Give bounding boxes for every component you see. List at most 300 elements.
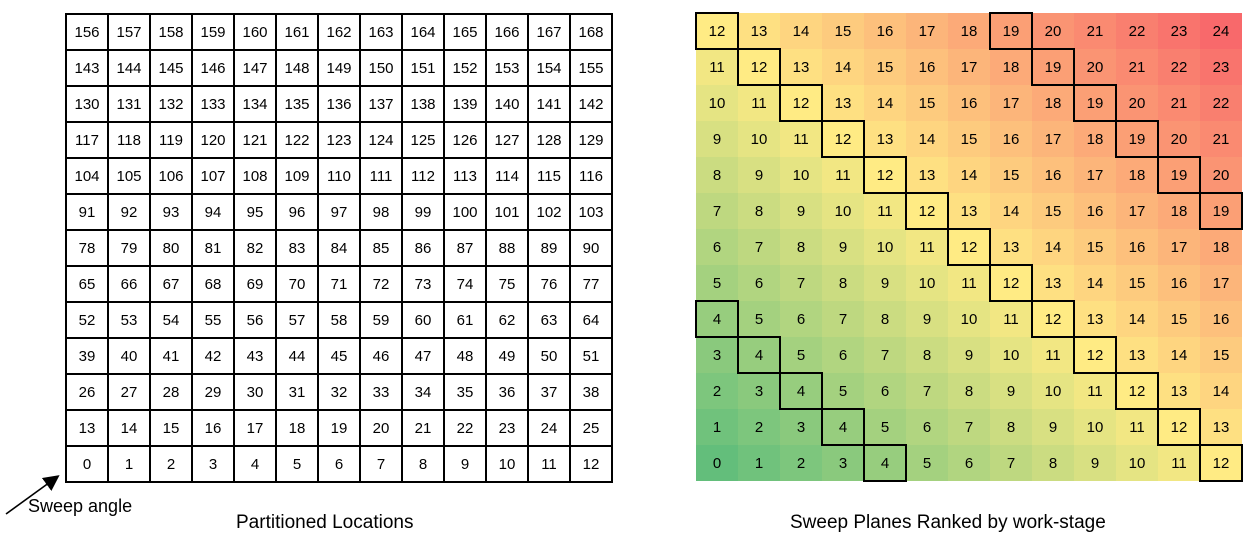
sweep-plane-cell: 15 xyxy=(1032,193,1074,229)
sweep-plane-cell: 6 xyxy=(738,265,780,301)
location-cell: 75 xyxy=(487,267,529,303)
location-cell: 58 xyxy=(319,303,361,339)
sweep-plane-cell: 14 xyxy=(780,13,822,49)
location-cell: 19 xyxy=(319,411,361,447)
sweep-plane-cell: 8 xyxy=(948,373,990,409)
location-cell: 81 xyxy=(193,231,235,267)
sweep-plane-cell: 10 xyxy=(948,301,990,337)
sweep-plane-cell: 5 xyxy=(906,445,948,481)
sweep-plane-cell: 15 xyxy=(1200,337,1242,373)
location-cell: 82 xyxy=(235,231,277,267)
sweep-plane-cell: 12 xyxy=(1116,373,1158,409)
location-cell: 47 xyxy=(403,339,445,375)
sweep-plane-cell: 2 xyxy=(696,373,738,409)
sweep-plane-cell: 16 xyxy=(990,121,1032,157)
sweep-plane-cell: 20 xyxy=(1158,121,1200,157)
location-cell: 5 xyxy=(277,447,319,483)
location-cell: 154 xyxy=(529,51,571,87)
location-cell: 141 xyxy=(529,87,571,123)
left-panel-caption: Partitioned Locations xyxy=(236,512,414,533)
location-cell: 57 xyxy=(277,303,319,339)
sweep-plane-cell: 6 xyxy=(906,409,948,445)
sweep-plane-cell: 14 xyxy=(948,157,990,193)
location-cell: 108 xyxy=(235,159,277,195)
location-cell: 142 xyxy=(571,87,613,123)
location-cell: 105 xyxy=(109,159,151,195)
sweep-plane-cell: 20 xyxy=(1116,85,1158,121)
sweep-plane-cell: 21 xyxy=(1158,85,1200,121)
sweep-plane-cell: 7 xyxy=(906,373,948,409)
sweep-plane-cell: 14 xyxy=(1158,337,1200,373)
location-cell: 147 xyxy=(235,51,277,87)
location-cell: 53 xyxy=(109,303,151,339)
sweep-plane-cell: 3 xyxy=(822,445,864,481)
location-cell: 125 xyxy=(403,123,445,159)
sweep-plane-cell: 8 xyxy=(738,193,780,229)
location-cell: 62 xyxy=(487,303,529,339)
sweep-plane-cell: 13 xyxy=(822,85,864,121)
location-cell: 161 xyxy=(277,15,319,51)
location-cell: 20 xyxy=(361,411,403,447)
location-cell: 73 xyxy=(403,267,445,303)
sweep-plane-cell: 12 xyxy=(696,13,738,49)
sweep-plane-cell: 1 xyxy=(696,409,738,445)
location-cell: 85 xyxy=(361,231,403,267)
sweep-plane-cell: 12 xyxy=(780,85,822,121)
sweep-plane-cell: 14 xyxy=(990,193,1032,229)
sweep-plane-cell: 13 xyxy=(864,121,906,157)
sweep-plane-cell: 20 xyxy=(1032,13,1074,49)
sweep-plane-cell: 18 xyxy=(990,49,1032,85)
location-cell: 13 xyxy=(67,411,109,447)
sweep-plane-cell: 13 xyxy=(1116,337,1158,373)
sweep-plane-cell: 17 xyxy=(948,49,990,85)
location-cell: 150 xyxy=(361,51,403,87)
location-cell: 44 xyxy=(277,339,319,375)
sweep-plane-cell: 15 xyxy=(990,157,1032,193)
sweep-plane-cell: 18 xyxy=(1116,157,1158,193)
location-cell: 42 xyxy=(193,339,235,375)
location-cell: 153 xyxy=(487,51,529,87)
right-panel-caption: Sweep Planes Ranked by work-stage xyxy=(790,512,1106,533)
sweep-plane-cell: 20 xyxy=(1074,49,1116,85)
sweep-plane-cell: 16 xyxy=(906,49,948,85)
location-cell: 135 xyxy=(277,87,319,123)
sweep-plane-cell: 7 xyxy=(864,337,906,373)
sweep-planes-grid xyxy=(696,13,1242,481)
location-cell: 84 xyxy=(319,231,361,267)
location-cell: 136 xyxy=(319,87,361,123)
sweep-plane-cell: 19 xyxy=(1074,85,1116,121)
location-cell: 134 xyxy=(235,87,277,123)
location-cell: 115 xyxy=(529,159,571,195)
location-cell: 34 xyxy=(403,375,445,411)
sweep-plane-cell: 12 xyxy=(948,229,990,265)
location-cell: 30 xyxy=(235,375,277,411)
location-cell: 116 xyxy=(571,159,613,195)
sweep-plane-cell: 20 xyxy=(1200,157,1242,193)
sweep-plane-cell: 15 xyxy=(1074,229,1116,265)
sweep-plane-cell: 12 xyxy=(864,157,906,193)
location-cell: 6 xyxy=(319,447,361,483)
sweep-plane-cell: 10 xyxy=(1032,373,1074,409)
sweep-plane-cell: 9 xyxy=(738,157,780,193)
location-cell: 33 xyxy=(361,375,403,411)
location-cell: 27 xyxy=(109,375,151,411)
sweep-plane-cell: 13 xyxy=(906,157,948,193)
sweep-plane-cell: 12 xyxy=(1200,445,1242,481)
location-cell: 97 xyxy=(319,195,361,231)
sweep-plane-cell: 10 xyxy=(1074,409,1116,445)
sweep-plane-cell: 7 xyxy=(948,409,990,445)
sweep-plane-cell: 22 xyxy=(1200,85,1242,121)
location-cell: 121 xyxy=(235,123,277,159)
sweep-plane-cell: 11 xyxy=(948,265,990,301)
sweep-plane-cell: 5 xyxy=(780,337,822,373)
sweep-plane-cell: 11 xyxy=(1158,445,1200,481)
location-cell: 72 xyxy=(361,267,403,303)
location-cell: 26 xyxy=(67,375,109,411)
location-cell: 158 xyxy=(151,15,193,51)
sweep-plane-cell: 4 xyxy=(780,373,822,409)
location-cell: 18 xyxy=(277,411,319,447)
location-cell: 0 xyxy=(67,447,109,483)
sweep-plane-cell: 3 xyxy=(696,337,738,373)
sweep-plane-cell: 9 xyxy=(990,373,1032,409)
sweep-plane-cell: 13 xyxy=(780,49,822,85)
location-cell: 69 xyxy=(235,267,277,303)
location-cell: 8 xyxy=(403,447,445,483)
location-cell: 4 xyxy=(235,447,277,483)
location-cell: 89 xyxy=(529,231,571,267)
location-cell: 119 xyxy=(151,123,193,159)
sweep-plane-cell: 21 xyxy=(1116,49,1158,85)
location-cell: 87 xyxy=(445,231,487,267)
location-cell: 100 xyxy=(445,195,487,231)
sweep-plane-cell: 19 xyxy=(1032,49,1074,85)
location-cell: 164 xyxy=(403,15,445,51)
location-cell: 126 xyxy=(445,123,487,159)
location-cell: 90 xyxy=(571,231,613,267)
location-cell: 122 xyxy=(277,123,319,159)
sweep-plane-cell: 8 xyxy=(822,265,864,301)
sweep-plane-cell: 10 xyxy=(696,85,738,121)
sweep-plane-cell: 18 xyxy=(1200,229,1242,265)
sweep-plane-cell: 16 xyxy=(864,13,906,49)
sweep-plane-cell: 14 xyxy=(822,49,864,85)
location-cell: 101 xyxy=(487,195,529,231)
sweep-plane-cell: 17 xyxy=(1074,157,1116,193)
sweep-plane-cell: 4 xyxy=(738,337,780,373)
sweep-plane-cell: 14 xyxy=(1200,373,1242,409)
location-cell: 71 xyxy=(319,267,361,303)
sweep-plane-cell: 10 xyxy=(1116,445,1158,481)
sweep-plane-cell: 12 xyxy=(990,265,1032,301)
sweep-plane-cell: 24 xyxy=(1200,13,1242,49)
location-cell: 24 xyxy=(529,411,571,447)
sweep-plane-cell: 2 xyxy=(738,409,780,445)
location-cell: 148 xyxy=(277,51,319,87)
location-cell: 29 xyxy=(193,375,235,411)
sweep-plane-cell: 13 xyxy=(1074,301,1116,337)
sweep-plane-cell: 7 xyxy=(780,265,822,301)
sweep-plane-cell: 10 xyxy=(906,265,948,301)
sweep-plane-cell: 10 xyxy=(780,157,822,193)
sweep-plane-cell: 11 xyxy=(906,229,948,265)
sweep-plane-cell: 3 xyxy=(780,409,822,445)
location-cell: 74 xyxy=(445,267,487,303)
location-cell: 66 xyxy=(109,267,151,303)
sweep-plane-cell: 12 xyxy=(1074,337,1116,373)
sweep-plane-cell: 6 xyxy=(948,445,990,481)
location-cell: 123 xyxy=(319,123,361,159)
sweep-plane-cell: 12 xyxy=(906,193,948,229)
sweep-plane-cell: 16 xyxy=(1074,193,1116,229)
sweep-plane-cell: 12 xyxy=(1158,409,1200,445)
sweep-plane-cell: 6 xyxy=(822,337,864,373)
location-cell: 59 xyxy=(361,303,403,339)
location-cell: 12 xyxy=(571,447,613,483)
sweep-plane-cell: 19 xyxy=(1200,193,1242,229)
location-cell: 68 xyxy=(193,267,235,303)
location-cell: 124 xyxy=(361,123,403,159)
location-cell: 28 xyxy=(151,375,193,411)
location-cell: 129 xyxy=(571,123,613,159)
location-cell: 83 xyxy=(277,231,319,267)
location-cell: 143 xyxy=(67,51,109,87)
sweep-plane-cell: 19 xyxy=(1158,157,1200,193)
partitioned-locations-grid xyxy=(65,13,613,483)
location-cell: 21 xyxy=(403,411,445,447)
location-cell: 103 xyxy=(571,195,613,231)
location-cell: 146 xyxy=(193,51,235,87)
sweep-plane-cell: 23 xyxy=(1158,13,1200,49)
location-cell: 144 xyxy=(109,51,151,87)
location-cell: 36 xyxy=(487,375,529,411)
sweep-plane-cell: 10 xyxy=(738,121,780,157)
location-cell: 159 xyxy=(193,15,235,51)
sweep-plane-cell: 9 xyxy=(1032,409,1074,445)
sweep-plane-cell: 8 xyxy=(990,409,1032,445)
sweep-plane-cell: 7 xyxy=(990,445,1032,481)
sweep-plane-cell: 4 xyxy=(864,445,906,481)
location-cell: 167 xyxy=(529,15,571,51)
location-cell: 128 xyxy=(529,123,571,159)
location-cell: 65 xyxy=(67,267,109,303)
sweep-plane-cell: 9 xyxy=(822,229,864,265)
location-cell: 61 xyxy=(445,303,487,339)
location-cell: 64 xyxy=(571,303,613,339)
location-cell: 132 xyxy=(151,87,193,123)
sweep-plane-cell: 10 xyxy=(864,229,906,265)
location-cell: 3 xyxy=(193,447,235,483)
location-cell: 91 xyxy=(67,195,109,231)
sweep-plane-cell: 9 xyxy=(948,337,990,373)
location-cell: 11 xyxy=(529,447,571,483)
location-cell: 79 xyxy=(109,231,151,267)
sweep-plane-cell: 9 xyxy=(906,301,948,337)
location-cell: 40 xyxy=(109,339,151,375)
location-cell: 25 xyxy=(571,411,613,447)
location-cell: 80 xyxy=(151,231,193,267)
location-cell: 41 xyxy=(151,339,193,375)
location-cell: 35 xyxy=(445,375,487,411)
location-cell: 43 xyxy=(235,339,277,375)
sweep-plane-cell: 16 xyxy=(948,85,990,121)
location-cell: 102 xyxy=(529,195,571,231)
sweep-plane-cell: 4 xyxy=(696,301,738,337)
location-cell: 10 xyxy=(487,447,529,483)
location-cell: 168 xyxy=(571,15,613,51)
sweep-plane-cell: 10 xyxy=(990,337,1032,373)
location-cell: 77 xyxy=(571,267,613,303)
sweep-plane-cell: 15 xyxy=(864,49,906,85)
sweep-plane-cell: 15 xyxy=(822,13,864,49)
sweep-plane-cell: 16 xyxy=(1200,301,1242,337)
sweep-plane-cell: 17 xyxy=(1032,121,1074,157)
location-cell: 78 xyxy=(67,231,109,267)
sweep-plane-cell: 4 xyxy=(822,409,864,445)
location-cell: 133 xyxy=(193,87,235,123)
sweep-plane-cell: 5 xyxy=(696,265,738,301)
location-cell: 156 xyxy=(67,15,109,51)
sweep-plane-cell: 9 xyxy=(696,121,738,157)
location-cell: 120 xyxy=(193,123,235,159)
sweep-plane-cell: 15 xyxy=(948,121,990,157)
sweep-plane-cell: 15 xyxy=(1116,265,1158,301)
location-cell: 152 xyxy=(445,51,487,87)
location-cell: 14 xyxy=(109,411,151,447)
sweep-plane-cell: 7 xyxy=(738,229,780,265)
sweep-plane-cell: 6 xyxy=(696,229,738,265)
location-cell: 93 xyxy=(151,195,193,231)
sweep-plane-cell: 5 xyxy=(738,301,780,337)
location-cell: 104 xyxy=(67,159,109,195)
location-cell: 16 xyxy=(193,411,235,447)
sweep-plane-cell: 8 xyxy=(864,301,906,337)
location-cell: 166 xyxy=(487,15,529,51)
sweep-plane-cell: 15 xyxy=(1158,301,1200,337)
location-cell: 49 xyxy=(487,339,529,375)
location-cell: 60 xyxy=(403,303,445,339)
location-cell: 7 xyxy=(361,447,403,483)
sweep-plane-cell: 8 xyxy=(696,157,738,193)
sweep-plane-cell: 16 xyxy=(1158,265,1200,301)
location-cell: 32 xyxy=(319,375,361,411)
location-cell: 160 xyxy=(235,15,277,51)
sweep-plane-cell: 22 xyxy=(1158,49,1200,85)
sweep-plane-cell: 11 xyxy=(780,121,822,157)
sweep-plane-cell: 11 xyxy=(696,49,738,85)
sweep-plane-cell: 11 xyxy=(822,157,864,193)
location-cell: 110 xyxy=(319,159,361,195)
sweep-plane-cell: 5 xyxy=(822,373,864,409)
location-cell: 9 xyxy=(445,447,487,483)
location-cell: 163 xyxy=(361,15,403,51)
location-cell: 114 xyxy=(487,159,529,195)
location-cell: 48 xyxy=(445,339,487,375)
location-cell: 56 xyxy=(235,303,277,339)
sweep-plane-cell: 12 xyxy=(822,121,864,157)
sweep-plane-cell: 9 xyxy=(864,265,906,301)
sweep-plane-cell: 7 xyxy=(822,301,864,337)
location-cell: 112 xyxy=(403,159,445,195)
location-cell: 54 xyxy=(151,303,193,339)
sweep-plane-cell: 15 xyxy=(906,85,948,121)
sweep-plane-cell: 19 xyxy=(1116,121,1158,157)
location-cell: 165 xyxy=(445,15,487,51)
sweep-plane-cell: 10 xyxy=(822,193,864,229)
location-cell: 130 xyxy=(67,87,109,123)
sweep-plane-cell: 14 xyxy=(864,85,906,121)
sweep-plane-cell: 18 xyxy=(1158,193,1200,229)
sweep-plane-cell: 2 xyxy=(780,445,822,481)
sweep-plane-cell: 11 xyxy=(738,85,780,121)
location-cell: 70 xyxy=(277,267,319,303)
sweep-plane-cell: 6 xyxy=(780,301,822,337)
location-cell: 109 xyxy=(277,159,319,195)
sweep-plane-cell: 17 xyxy=(906,13,948,49)
location-cell: 139 xyxy=(445,87,487,123)
location-cell: 2 xyxy=(151,447,193,483)
sweep-plane-cell: 17 xyxy=(1158,229,1200,265)
sweep-plane-cell: 13 xyxy=(1032,265,1074,301)
location-cell: 88 xyxy=(487,231,529,267)
sweep-plane-cell: 14 xyxy=(906,121,948,157)
location-cell: 67 xyxy=(151,267,193,303)
location-cell: 76 xyxy=(529,267,571,303)
sweep-plane-cell: 23 xyxy=(1200,49,1242,85)
location-cell: 138 xyxy=(403,87,445,123)
sweep-plane-cell: 0 xyxy=(696,445,738,481)
location-cell: 137 xyxy=(361,87,403,123)
sweep-plane-cell: 6 xyxy=(864,373,906,409)
sweep-plane-cell: 13 xyxy=(1158,373,1200,409)
sweep-plane-cell: 12 xyxy=(1032,301,1074,337)
location-cell: 96 xyxy=(277,195,319,231)
location-cell: 127 xyxy=(487,123,529,159)
sweep-plane-cell: 18 xyxy=(1032,85,1074,121)
location-cell: 117 xyxy=(67,123,109,159)
sweep-plane-cell: 8 xyxy=(780,229,822,265)
sweep-plane-cell: 13 xyxy=(990,229,1032,265)
location-cell: 52 xyxy=(67,303,109,339)
location-cell: 106 xyxy=(151,159,193,195)
location-cell: 63 xyxy=(529,303,571,339)
sweep-plane-cell: 8 xyxy=(1032,445,1074,481)
sweep-plane-cell: 13 xyxy=(738,13,780,49)
location-cell: 1 xyxy=(109,447,151,483)
location-cell: 17 xyxy=(235,411,277,447)
sweep-plane-cell: 19 xyxy=(990,13,1032,49)
location-cell: 46 xyxy=(361,339,403,375)
location-cell: 155 xyxy=(571,51,613,87)
sweep-plane-cell: 13 xyxy=(948,193,990,229)
sweep-plane-cell: 14 xyxy=(1116,301,1158,337)
sweep-plane-cell: 11 xyxy=(990,301,1032,337)
sweep-plane-cell: 1 xyxy=(738,445,780,481)
location-cell: 95 xyxy=(235,195,277,231)
location-cell: 86 xyxy=(403,231,445,267)
sweep-plane-cell: 16 xyxy=(1116,229,1158,265)
location-cell: 31 xyxy=(277,375,319,411)
sweep-plane-cell: 17 xyxy=(1200,265,1242,301)
sweep-plane-cell: 22 xyxy=(1116,13,1158,49)
sweep-plane-cell: 16 xyxy=(1032,157,1074,193)
location-cell: 113 xyxy=(445,159,487,195)
location-cell: 145 xyxy=(151,51,193,87)
location-cell: 157 xyxy=(109,15,151,51)
